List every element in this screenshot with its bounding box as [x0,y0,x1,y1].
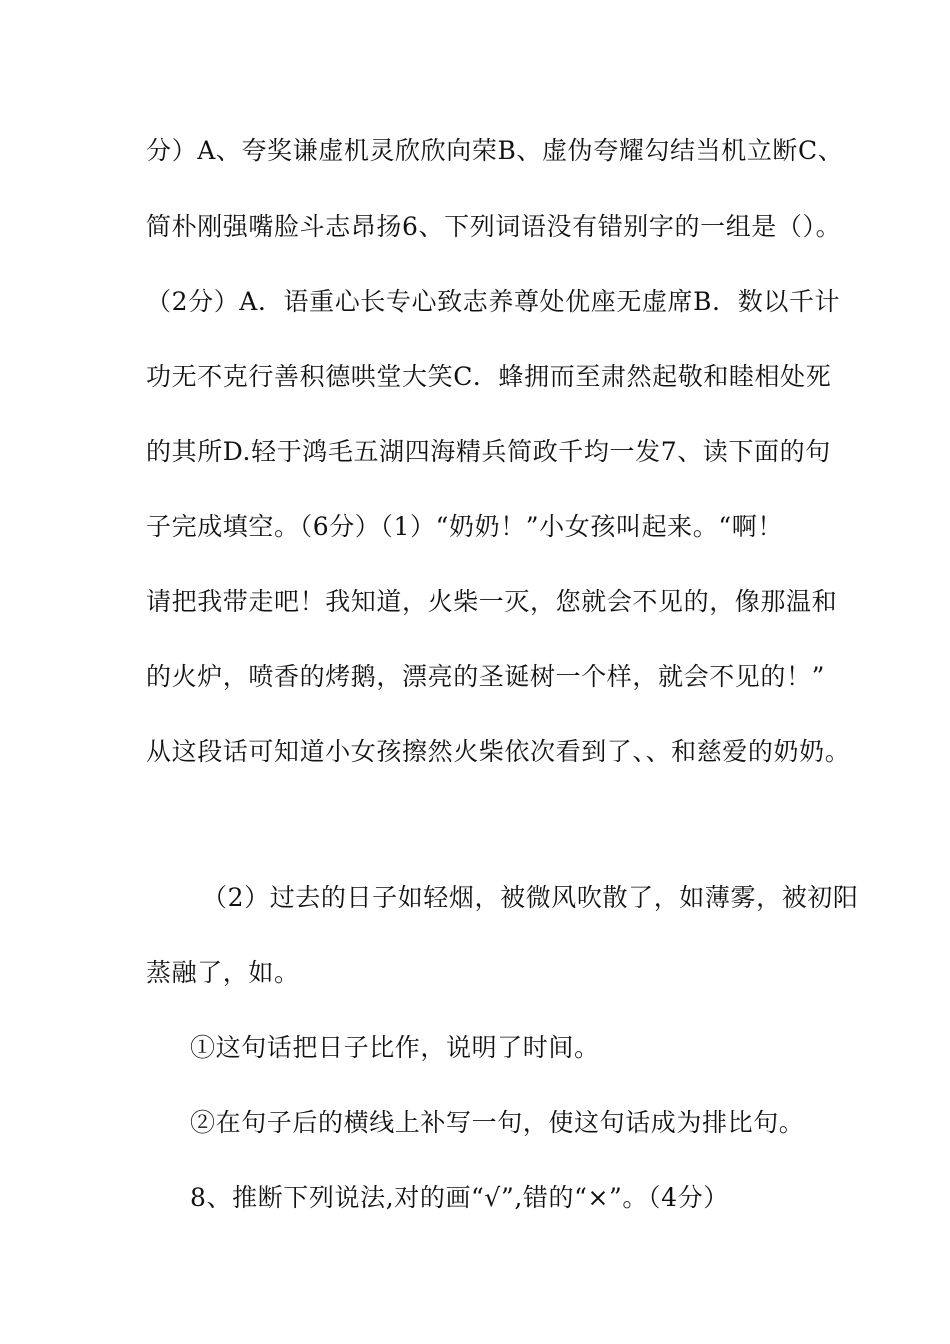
text-line-9: 从这段话可知道小女孩擦然火柴依次看到了、、和慈爱的奶奶。 [146,737,851,766]
sub-question-2: ②在句子后的横线上补写一句，使这句话成为排比句。 [190,1108,805,1137]
text-line-8: 的火炉，喷香的烤鹅，漂亮的圣诞树一个样，就会不见的！” [146,662,825,691]
text-line-2: 简朴刚强嘴脸斗志昂扬6、下列词语没有错别字的一组是（）。 [146,212,842,241]
paragraph-2-line-1: （2）过去的日子如轻烟，被微风吹散了，如薄雾，被初阳 [202,883,859,912]
text-line-6: 子完成填空。（6分）（1）“奶奶！”小女孩叫起来。“啊！ [146,512,783,541]
text-line-3: （2分）A．语重心长专心致志养尊处优座无虚席B．数以千计 [146,287,841,316]
text-line-7: 请把我带走吧！我知道，火柴一灭，您就会不见的，像那温和 [146,587,838,616]
text-line-5: 的其所D.轻于鸿毛五湖四海精兵简政千均一发7、读下面的句 [146,437,831,466]
text-line-4: 功无不克行善积德哄堂大笑C．蜂拥而至肃然起敬和睦相处死 [146,362,832,391]
sub-question-1: ①这句话把日子比作，说明了时间。 [190,1033,600,1062]
text-line-1: 分）A、夸奖谦虚机灵欣欣向荣B、虚伪夸耀勾结当机立断C、 [146,136,844,165]
question-8: 8、推断下列说法,对的画“√”,错的“×”。（4分） [190,1183,729,1212]
paragraph-2-line-2: 蒸融了，如。 [146,958,300,987]
